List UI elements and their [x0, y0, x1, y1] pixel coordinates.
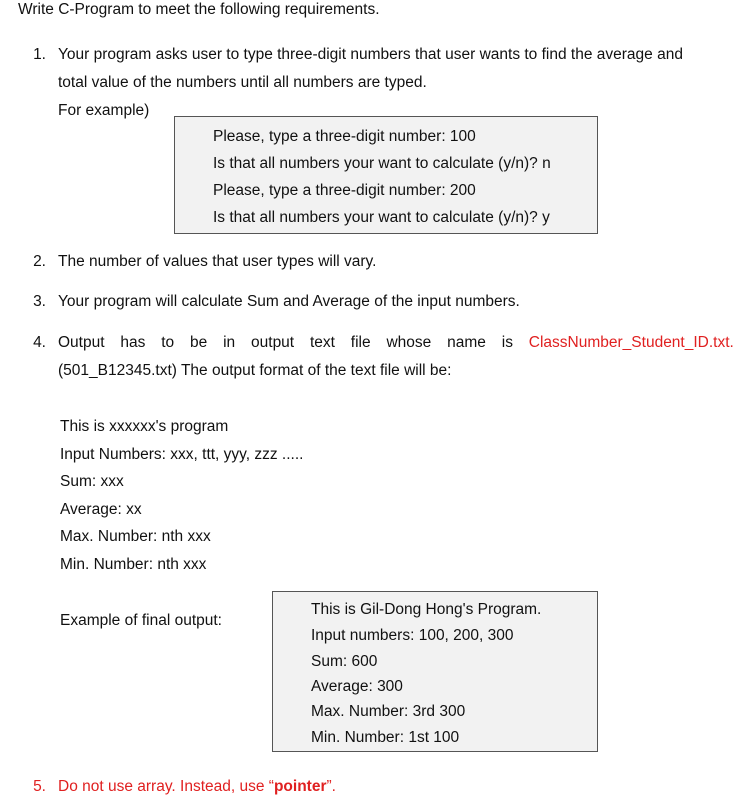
word: in: [223, 334, 236, 351]
word: output: [251, 334, 295, 351]
requirement-4-line-2: (501_B12345.txt) The output format of the text file will be:: [58, 362, 452, 379]
requirement-4-line-1: [58, 334, 734, 352]
requirement-4-number: 4.: [33, 334, 46, 351]
requirement-2-number: 2.: [33, 253, 46, 270]
requirement-1-line-2: total value of the numbers until all numbers are typed.: [58, 74, 427, 91]
example-input-line-4: Is that all numbers your want to calculate (y/n)? y: [213, 209, 550, 226]
format-line-4: Average: xx: [60, 501, 142, 518]
example-label: For example): [58, 102, 150, 119]
requirement-3-number: 3.: [33, 293, 46, 310]
example-output-line-5: Max. Number: 3rd 300: [311, 703, 466, 720]
word: name: [447, 334, 486, 351]
output-filename: ClassNumber_Student_ID.txt.: [528, 334, 734, 351]
format-line-1: This is xxxxxx's program: [60, 418, 229, 435]
format-line-3: Sum: xxx: [60, 473, 124, 490]
page-title: Write C-Program to meet the following requirements.: [18, 1, 380, 18]
word: be: [190, 334, 208, 351]
format-line-2: Input Numbers: xxx, ttt, yyy, zzz .....: [60, 446, 304, 463]
word: is: [501, 334, 513, 351]
example-input-line-3: Please, type a three-digit number: 200: [213, 182, 476, 199]
example-output-label: Example of final output:: [60, 612, 222, 629]
requirement-5-prefix: Do not use array. Instead, use “: [58, 778, 274, 795]
word: to: [161, 334, 175, 351]
example-input-box: [174, 116, 598, 234]
requirement-5-number: 5.: [33, 778, 46, 795]
example-input-line-1: Please, type a three-digit number: 100: [213, 128, 476, 145]
example-output-line-4: Average: 300: [311, 678, 403, 695]
example-output-line-2: Input numbers: 100, 200, 300: [311, 627, 514, 644]
example-output-line-6: Min. Number: 1st 100: [311, 729, 460, 746]
requirement-5-emphasis: pointer: [273, 778, 327, 795]
word: file: [350, 334, 371, 351]
word: Output: [58, 334, 105, 351]
requirement-5-suffix: ”.: [326, 778, 336, 795]
example-output-box: [272, 591, 598, 752]
word: whose: [386, 334, 432, 351]
example-output-line-3: Sum: 600: [311, 653, 378, 670]
example-input-line-2: Is that all numbers your want to calculate (y/n)? n: [213, 155, 551, 172]
format-line-5: Max. Number: nth xxx: [60, 528, 211, 545]
word: text: [309, 334, 335, 351]
requirement-1-number: 1.: [33, 46, 46, 63]
example-output-line-1: This is Gil-Dong Hong's Program.: [311, 601, 542, 618]
requirement-1-line-1: Your program asks user to type three-digit numbers that user wants to find the average and: [58, 46, 683, 63]
format-line-6: Min. Number: nth xxx: [60, 556, 207, 573]
requirement-3-text: Your program will calculate Sum and Average of the input numbers.: [58, 293, 520, 310]
requirement-5-text: [58, 778, 336, 796]
requirement-2-text: The number of values that user types will vary.: [58, 253, 377, 270]
word: has: [120, 334, 146, 351]
